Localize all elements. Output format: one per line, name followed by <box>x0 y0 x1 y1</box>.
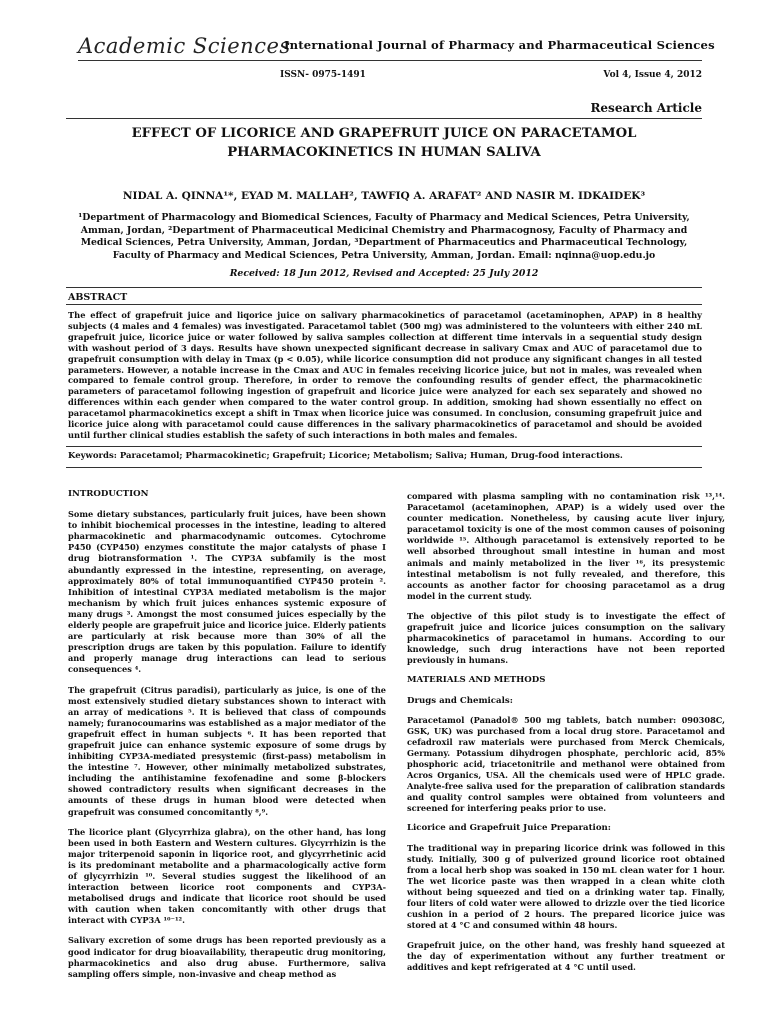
header-divider <box>78 60 702 61</box>
keywords-divider-bottom <box>66 467 702 468</box>
paragraph: The objective of this pilot study is to investigate the effect of grapefruit juice and licorice juices consumption on the salivary pharmacokinetics of paracetamol in humans. According to our knowledge, such drug interactions have not been reported previously in humans. <box>407 610 725 666</box>
paragraph: The grapefruit (Citrus paradisi), particularly as juice, is one of the most extensively studied dietary substances shown to interact with an array of medications ⁵. It is believed that class of compounds namely; furanocoumarins was established as a major mediator of the grapefruit effect in human subjects ⁶. It has been reported that grapefruit juice can enhance systemic exposure of some drugs by inhibiting CYP3A-mediated presystemic (first-pass) metabolism in the intestine ⁷. However, other minimally metabolized substrates, including the antihistamine fexofenadine and some β-blockers showed contradictory results when significant decreases in the amounts of these drugs in human blood were detected when grapefruit was consumed concomitantly ⁸,⁹. <box>68 684 386 817</box>
section-heading: MATERIALS AND METHODS <box>407 675 546 686</box>
article-title: EFFECT OF LICORICE AND GRAPEFRUIT JUICE ON PARACETAMOL PHARMACOKINETICS IN HUMAN SALIVA <box>131 126 637 160</box>
keywords: Keywords: Paracetamol; Pharmacokinetic; Grapefruit; Licorice; Metabolism; Saliva; Human, Drug-food interactions. <box>68 451 623 461</box>
journal-logo: Academic Sciences <box>78 34 291 58</box>
dates-divider <box>66 287 702 288</box>
right-column <box>407 491 725 983</box>
abstract-heading: ABSTRACT <box>68 292 128 303</box>
paragraph: Grapefruit juice, on the other hand, was freshly hand squeezed at the day of experimentation without any further treatment or additives and kept refrigerated at 4 °C until used. <box>407 940 725 973</box>
issn-label: ISSN- 0975-1491 <box>280 70 366 80</box>
paragraph: The traditional way in preparing licorice drink was followed in this study. Initially, 300 g of pulverized ground licorice root obtained from a local herb shop was soaked in 150 mL clean water for 1 hour. The wet licorice paste was then wrapped in a clean white cloth without being squeezed and tied on a drinking water tap. Finally, four liters of cold water were allowed to drizzle over the tied licorice cushion in a period of 2 hours. The prepared licorice juice was stored at 4 °C and consumed within 48 hours. <box>407 842 725 931</box>
paragraph: compared with plasma sampling with no contamination risk ¹³,¹⁴. Paracetamol (acetaminophen, APAP) is a widely used over the counter medication. Nonetheless, by causing acute liver injury, paracetamol toxicity is one of the most common causes of poisoning worldwide ¹⁵. Although paracetamol is extensively reported to be well absorbed throughout small intestine in human and most animals and mainly metabolized in the liver ¹⁶, its presystemic intestinal metabolism is not fully revealed, and therefore, this accounts as another factor for choosing paracetamol as a drug model in the current study. <box>407 491 725 601</box>
abstract-divider <box>66 304 702 305</box>
left-column <box>68 489 386 989</box>
section-heading: INTRODUCTION <box>68 489 149 499</box>
affiliations: ¹Department of Pharmacology and Biomedical Sciences, Faculty of Pharmacy and Medical Sciences, Petra University, Amman, Jordan, ²Department of Pharmaceutical Medicinal Chemistry and Pharmacognosy, Faculty of Pharmacy and Medical Sciences, Petra University, Amman, Jordan, ³Department of Pharmaceutics and Pharmaceutical Technology, Faculty of Pharmacy and Medical Sciences, Petra University, Amman, Jordan. Email: nqinna@uop.edu.jo <box>78 212 690 261</box>
abstract-text: The effect of grapefruit juice and liqorice juice on salivary pharmacokinetics of paracetamol (acetaminophen, APAP) in 8 healthy subjects (4 males and 4 females) was investigated. Paracetamol tablet (500 mg) was administered to the volunteers with either 240 mL grapefruit juice, licorice juice or water followed by saliva samples collection at different time intervals in a sequential study design with washout period of 3 days. Results have shown unexpected significant decrease in salivary Cmax and AUC of paracetamol due to grapefruit consumption with delay in Tmax (p < 0.05), while licorice consumption did not produce any significant changes in all tested parameters. However, a notable increase in the Cmax and AUC in females receiving licorice juice, but not in males, was revealed when compared to female control group. Therefore, in order to remove the confounding results of gender effect, the pharmacokinetic parameters of paracetamol following ingestion of grapefruit and licorice juice were analyzed for each sex separately and showed no differences within each gender when compared to the water control group. In addition, smoking had shown essentially no effect on paracetamol pharmacokinetics except a shift in Tmax when licorice juice was consumed. In conclusion, consuming grapefruit juice and licorice juice along with paracetamol could cause differences in the salivary pharmacokinetics of paracetamol and should be avoided until further clinical studies establish the safety of such interactions in both males and females. <box>68 310 702 440</box>
subsection-heading: Licorice and Grapefruit Juice Preparation: <box>407 823 611 834</box>
keywords-divider-top <box>66 446 702 447</box>
journal-name: International Journal of Pharmacy and Pharmaceutical Sciences <box>284 38 715 52</box>
paragraph: Some dietary substances, particularly fruit juices, have been shown to inhibit biochemical processes in the intestine, leading to altered pharmacokinetic and pharmacodynamic outcomes. Cytochrome P450 (CYP450) enzymes constitute the major catalysts of phase I drug biotransformation ¹. The CYP3A subfamily is the most abundantly expressed in the intestine, representing, on average, approximately 80% of total immunoquantified CYP450 protein ². Inhibition of intestinal CYP3A mediated metabolism is the major mechanism by which fruit juices enhances systemic exposure of many drugs ³. Amongst the most consumed juices especially by the elderly people are grapefruit juice and licorice juice. Elderly patients are particularly at risk because more than 30% of all the prescription drugs are taken by this population. Failure to identify and properly manage drug interactions can lead to serious consequences ⁴. <box>68 509 386 675</box>
volume-issue-label: Vol 4, Issue 4, 2012 <box>603 70 702 80</box>
article-type: Research Article <box>590 101 702 115</box>
paragraph: The licorice plant (Glycyrrhiza glabra), on the other hand, has long been used in both Eastern and Western cultures. Glycyrrhizin is the major triterpenoid saponin in liqorice root, and glycyrrhetinic acid is its predominant metabolite and a pharmacologically active form of glycyrrhizin ¹⁰. Several studies suggest the likelihood of an interaction between licorice root components and CYP3A-metabolised drugs and indicate that licorice root should be used with caution when taken concomitantly with other drugs that interact with CYP3A ¹⁰⁻¹². <box>68 826 386 926</box>
title-divider <box>66 118 702 119</box>
received-dates: Received: 18 Jun 2012, Revised and Accepted: 25 July 2012 <box>229 268 539 279</box>
subsection-heading: Drugs and Chemicals: <box>407 695 513 706</box>
paragraph: Paracetamol (Panadol® 500 mg tablets, batch number: 090308C, GSK, UK) was purchased from a local drug store. Paracetamol and cefadroxil raw materials were purchased from Merck Chemicals, Germany. Potassium dihydrogen phosphate, perchloric acid, 85% phosphoric acid, triacetonitrile and methanol were obtained from Acros Organics, USA. All the chemicals used were of HPLC grade. Analyte-free saliva used for the preparation of calibration standards and quality control samples were obtained from volunteers and screened for interfering peaks prior to use. <box>407 714 725 814</box>
paragraph: Salivary excretion of some drugs has been reported previously as a good indicator for drug bioavailability, therapeutic drug monitoring, pharmacokinetics and also drug abuse. Furthermore, saliva sampling offers simple, non-invasive and cheap method as <box>68 935 386 979</box>
author-list: NIDAL A. QINNA¹*, EYAD M. MALLAH², TAWFIQ A. ARAFAT² AND NASIR M. IDKAIDEK³ <box>122 190 646 202</box>
